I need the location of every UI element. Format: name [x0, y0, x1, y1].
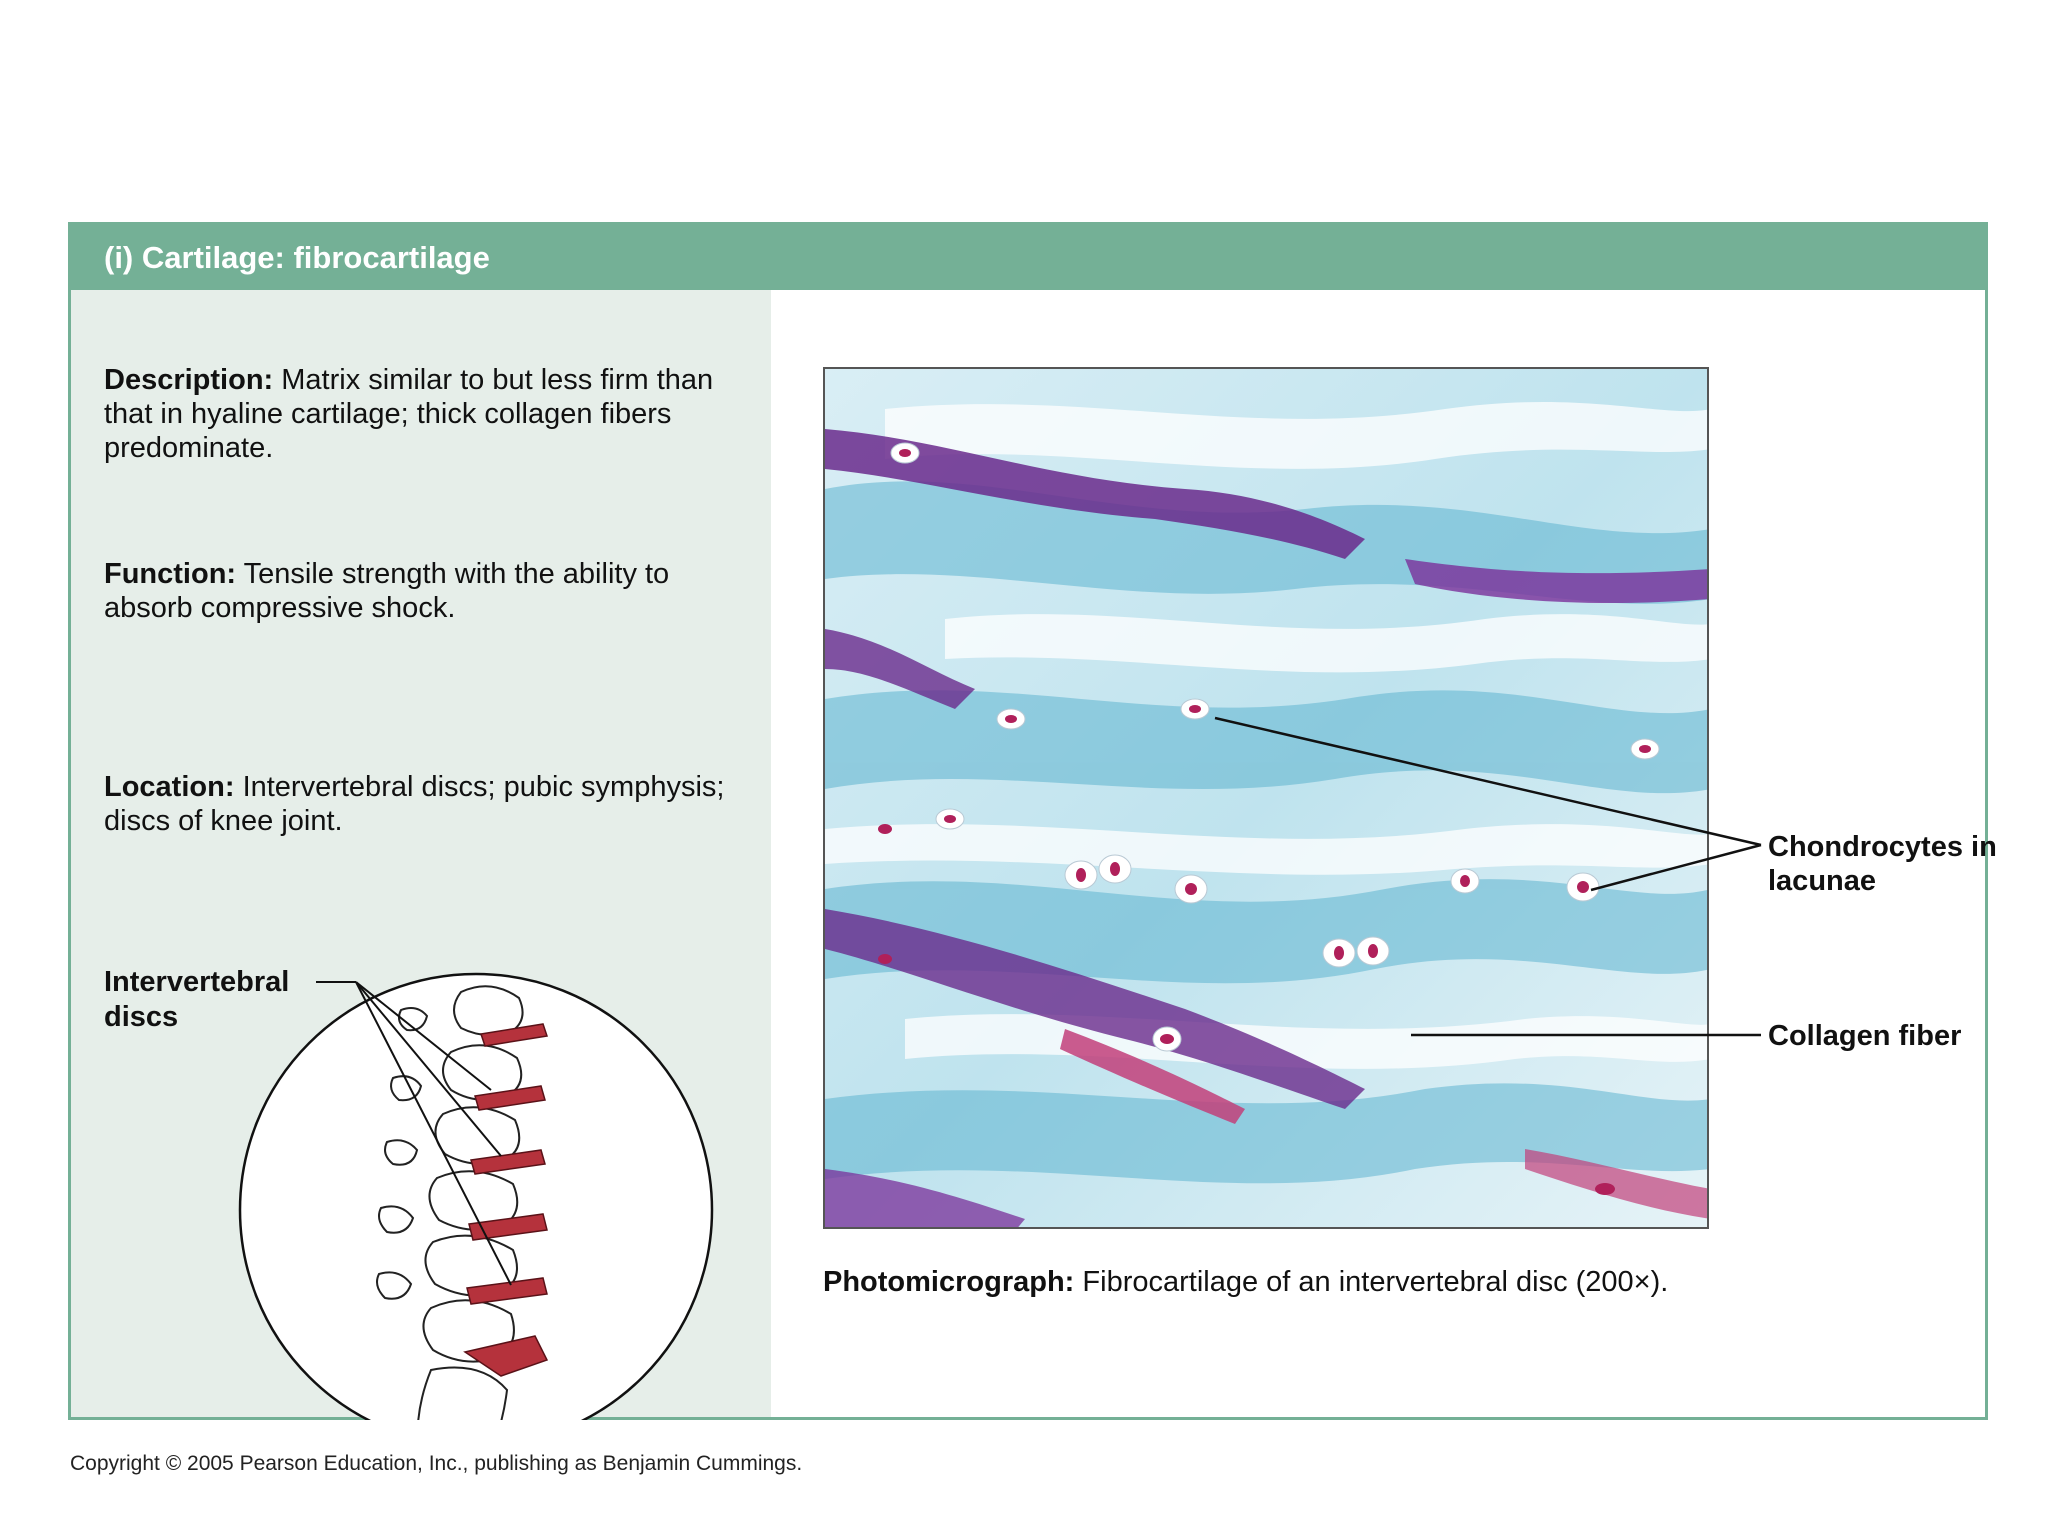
function-text: Tensile strength with the ability to absorb compressive shock. — [104, 558, 670, 624]
description-label: Description: — [104, 364, 274, 396]
spine-diagram — [71, 290, 771, 1420]
function-label: Function: — [104, 558, 237, 590]
location-text: Intervertebral discs; pubic symphysis; discs of knee joint. — [104, 771, 725, 837]
micrograph-caption — [823, 1265, 1723, 1300]
copyright-notice: Copyright © 2005 Pearson Education, Inc., publishing as Benjamin Cummings. — [70, 1452, 803, 1475]
chondrocytes-callout: Chondrocytes in lacunae — [1768, 831, 1997, 897]
intervertebral-discs-label: Intervertebral discs — [104, 966, 290, 1033]
collagen-fiber-callout: Collagen fiber — [1768, 1020, 1962, 1052]
fibrocartilage-panel — [68, 222, 1997, 1420]
micrograph-art — [825, 369, 1709, 1229]
info-column — [71, 290, 771, 1417]
caption-text: Fibrocartilage of an intervertebral disc (200×). — [1082, 1266, 1669, 1298]
panel-title: (i) Cartilage: fibrocartilage — [71, 225, 1985, 290]
description-text: Matrix similar to but less firm than that in hyaline cartilage; thick collagen fibers predominate. — [104, 364, 714, 464]
fibrocartilage-photomicrograph — [823, 367, 1709, 1229]
location-label: Location: — [104, 771, 235, 803]
caption-label: Photomicrograph: — [823, 1266, 1075, 1298]
